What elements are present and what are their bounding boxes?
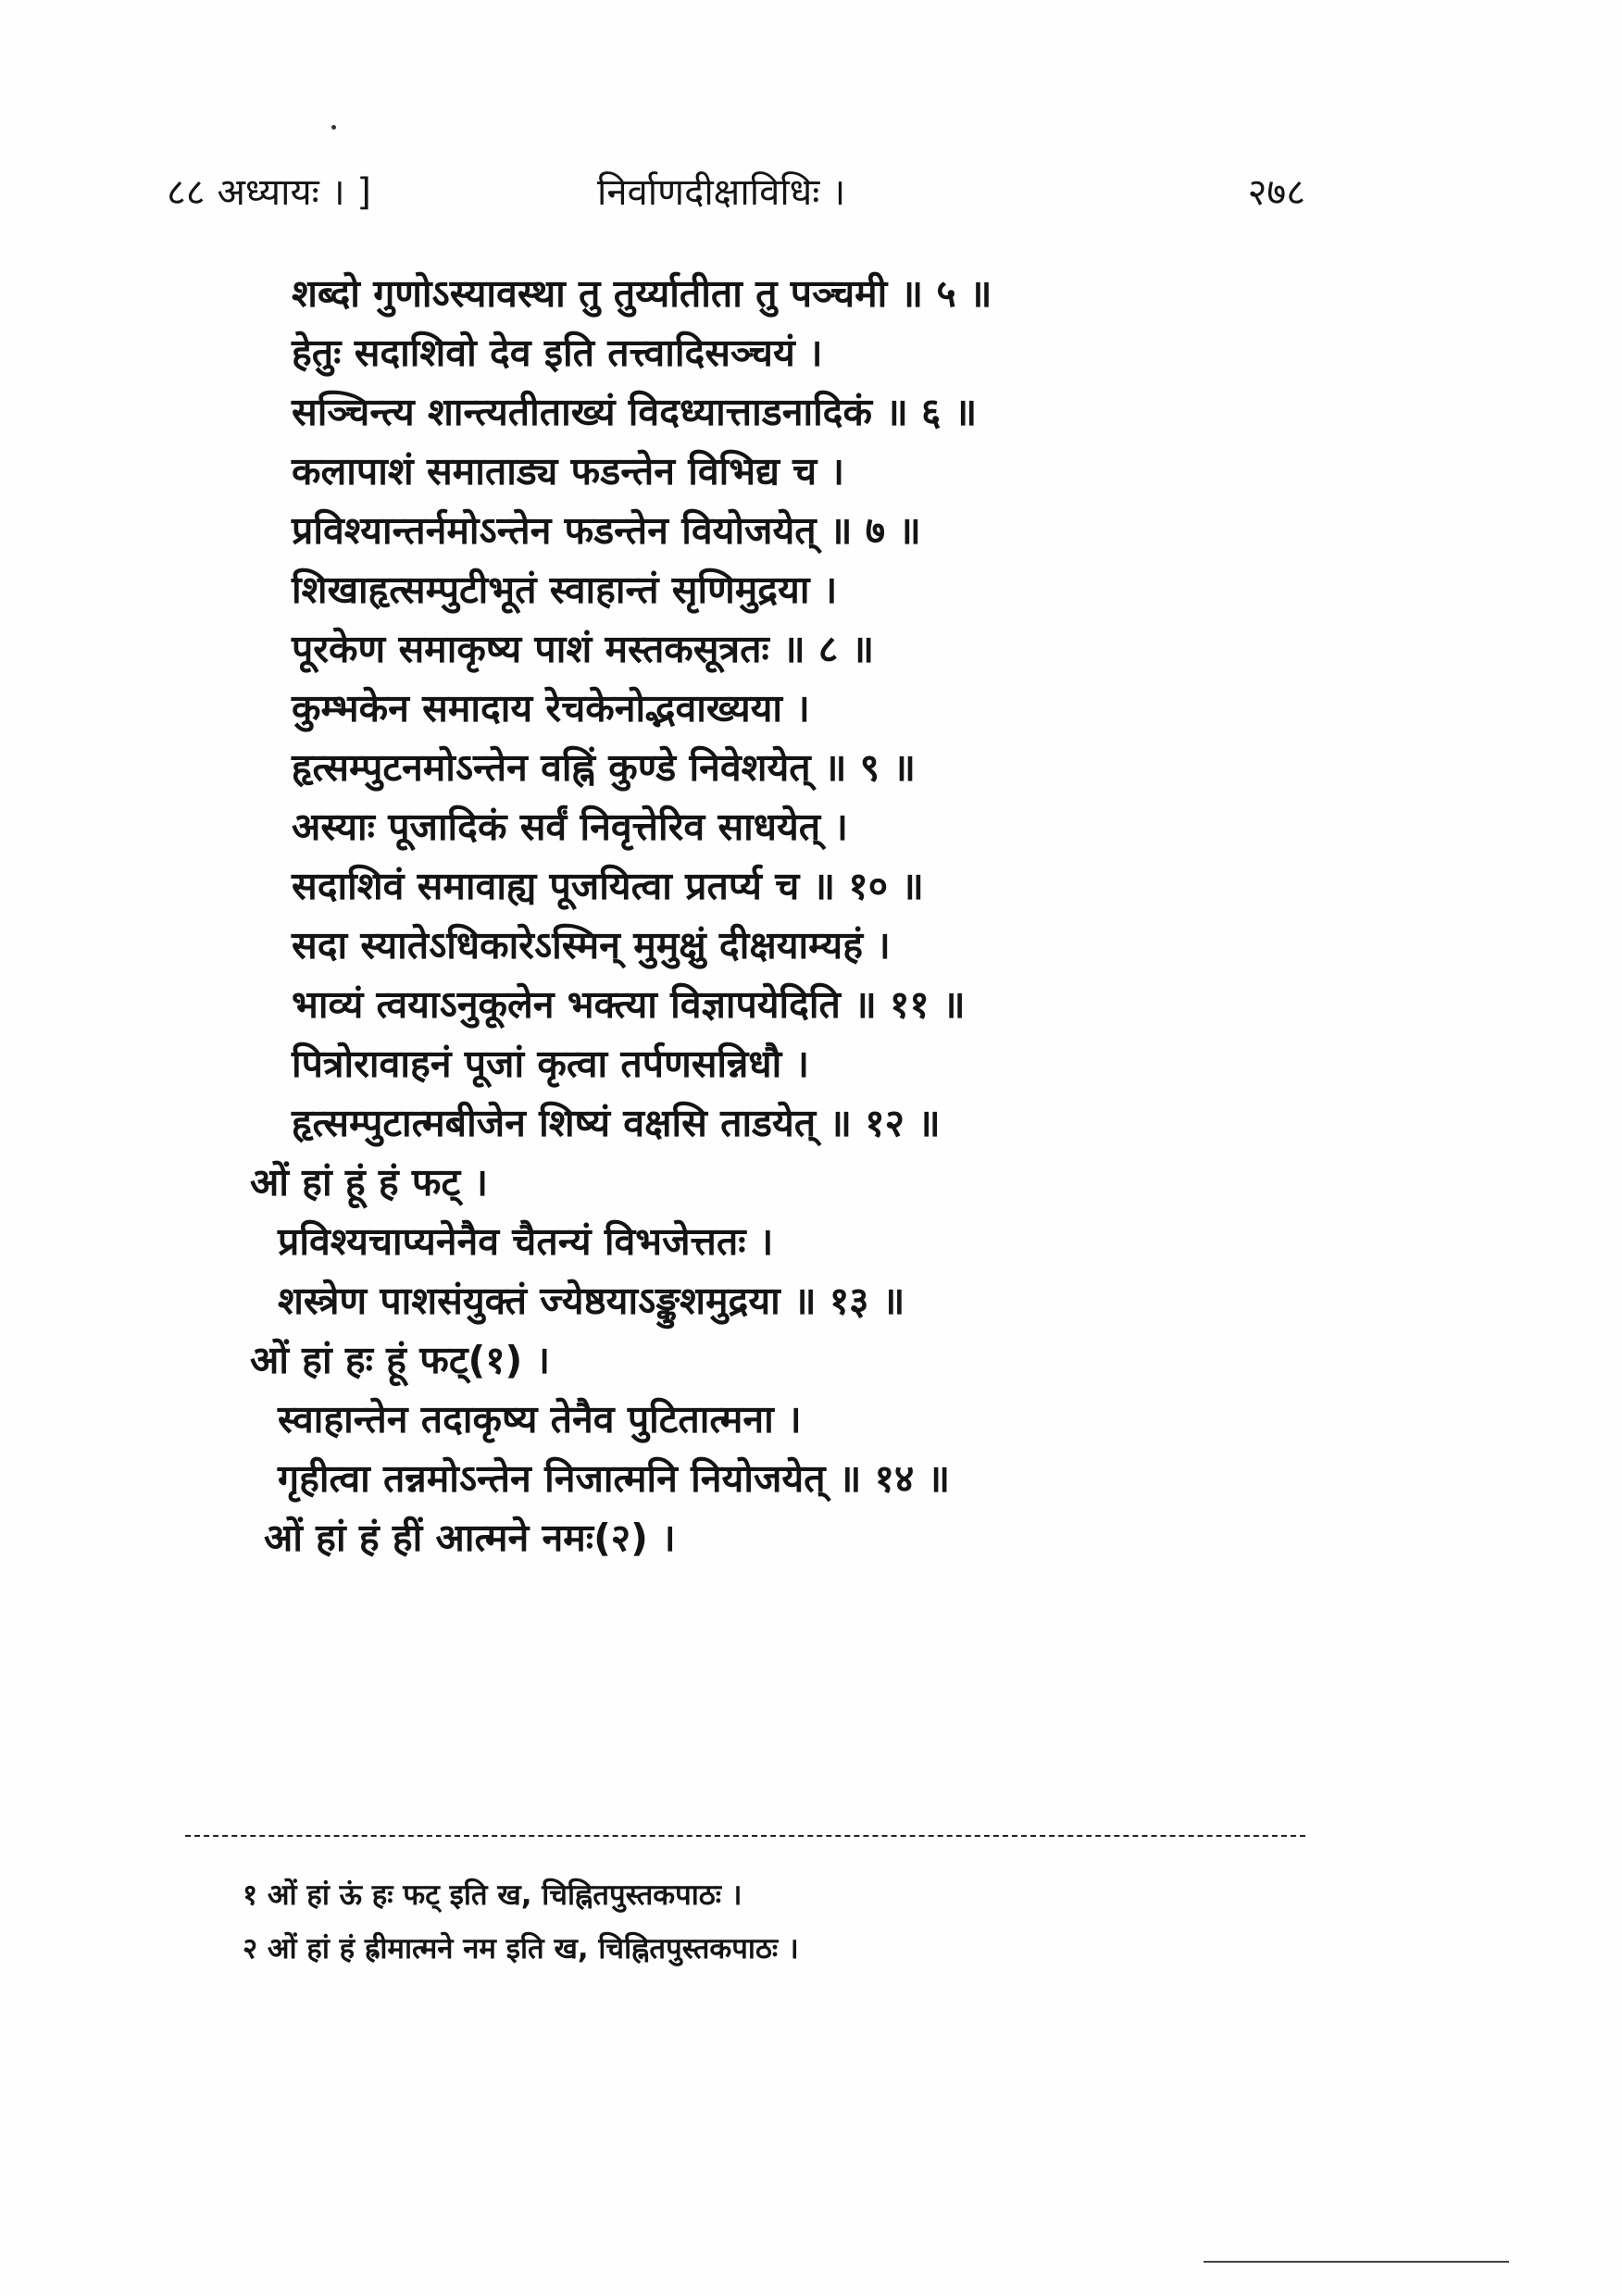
verse-line: प्रविश्यान्तर्नमोऽन्तेन फडन्तेन वियोजयेत् ॥ ७ ॥ bbox=[292, 508, 921, 553]
verse-line: शब्दो गुणोऽस्यावस्था तु तुर्य्यातीता तु पञ्चमी ॥ ५ ॥ bbox=[292, 271, 992, 316]
footnote: २ ओं हां हं ह्रीमात्मने नम इति ख, चिह्नितपुस्तकपाठः । bbox=[243, 1932, 799, 1965]
chapter-label: ८८ अध्यायः । ] bbox=[167, 171, 371, 214]
verse-line: सञ्चिन्त्य शान्त्यतीताख्यं विदध्यात्ताडनादिकं ॥ ६ ॥ bbox=[292, 390, 978, 434]
verse-line: कलापाशं समाताड्य फडन्तेन विभिद्य च । bbox=[292, 449, 845, 493]
verse-line: पित्रोरावाहनं पूजां कृत्वा तर्पणसन्निधौ । bbox=[292, 1042, 810, 1086]
verse-line: भाव्यं त्वयाऽनुकूलेन भक्त्या विज्ञापयेदिति ॥ ११ ॥ bbox=[292, 982, 966, 1027]
page-number: २७८ bbox=[1247, 171, 1305, 214]
mantra-line: ओं हां हः हूं फट्(१) । bbox=[250, 1338, 551, 1382]
verse-line: अस्याः पूजादिकं सर्वं निवृत्तेरिव साधयेत् । bbox=[292, 805, 848, 849]
verse-line: प्रविश्यचाप्यनेनैव चैतन्यं विभजेत्ततः । bbox=[278, 1219, 774, 1264]
verse-line: सदा स्यातेऽधिकारेऽस्मिन् मुमुक्षुं दीक्षयाम्यहं । bbox=[292, 923, 891, 967]
verse-line: हृत्सम्पुटात्मबीजेन शिष्यं वक्षसि ताडयेत् ॥ १२ ॥ bbox=[292, 1101, 941, 1145]
footnotes bbox=[243, 1868, 1307, 1976]
section-title: निर्वाणदीक्षाविधिः । bbox=[597, 171, 846, 214]
verse-line: हृत्सम्पुटनमोऽन्तेन वह्निं कुण्डे निवेशयेत् ॥ ९ ॥ bbox=[292, 745, 916, 790]
verse-block bbox=[0, 264, 1622, 1567]
verse-line: शस्त्रेण पाशसंयुक्तं ज्येष्ठयाऽङ्कुशमुद्रया ॥ १३ ॥ bbox=[278, 1279, 905, 1323]
verse-line: सदाशिवं समावाह्य पूजयित्वा प्रतर्प्य च ॥ १० ॥ bbox=[292, 864, 924, 908]
mantra-line: ओं हां हूं हं फट् । bbox=[250, 1160, 489, 1204]
footnote-divider bbox=[185, 1835, 1305, 1837]
verse-line: गृहीत्वा तन्नमोऽन्तेन निजात्मनि नियोजयेत् ॥ १४ ॥ bbox=[278, 1456, 951, 1501]
verse-line: शिखाहृत्सम्पुटीभूतं स्वाहान्तं सृणिमुद्रया । bbox=[292, 568, 838, 612]
page-header bbox=[167, 165, 1305, 220]
verse-line: कुम्भकेन समादाय रेचकेनोद्भवाख्यया । bbox=[292, 686, 810, 730]
verse-line: हेतुः सदाशिवो देव इति तत्त्वादिसञ्चयं । bbox=[292, 331, 823, 375]
verse-line: पूरकेण समाकृष्य पाशं मस्तकसूत्रतः ॥ ८ ॥ bbox=[292, 627, 875, 671]
bottom-rule bbox=[1204, 2261, 1509, 2263]
footnote: १ ओं हां ऊं हः फट् इति ख, चिह्नितपुस्तकपाठः । bbox=[243, 1878, 742, 1912]
verse-line: स्वाहान्तेन तदाकृष्य तेनैव पुटितात्मना । bbox=[278, 1397, 802, 1441]
mantra-line: ओं हां हं हीं आत्मने नमः(२) । bbox=[264, 1516, 676, 1560]
stray-mark bbox=[331, 125, 336, 130]
